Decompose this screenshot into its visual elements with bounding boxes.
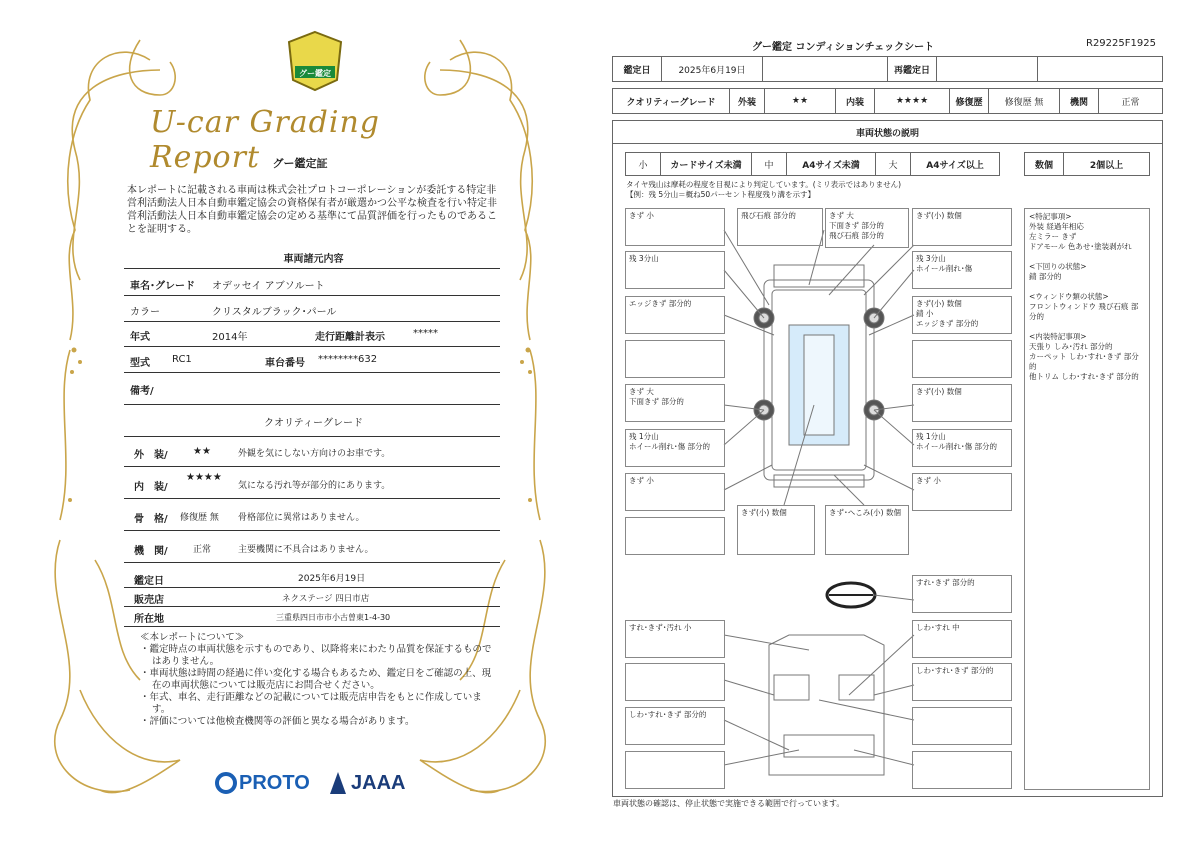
damage-box: しわ･すれ･きず 部分的 bbox=[912, 663, 1012, 701]
script-title: U-car Grading Report bbox=[150, 105, 380, 175]
legend-count-desc: 2個以上 bbox=[1063, 152, 1150, 176]
color-label: カラー bbox=[130, 307, 160, 318]
divider bbox=[124, 346, 500, 347]
chassis-label: 車台番号 bbox=[265, 358, 305, 369]
condition-title: 車両状態の説明 bbox=[612, 120, 1163, 144]
goo-appraisal-badge bbox=[285, 30, 345, 92]
damage-box: 飛び石痕 部分的 bbox=[737, 208, 823, 246]
divider bbox=[124, 587, 500, 588]
reappraisal-label: 再鑑定日 bbox=[887, 56, 937, 82]
legend-medium: 中 bbox=[751, 152, 787, 176]
damage-box: きず(小) 数個 bbox=[737, 505, 815, 555]
divider bbox=[124, 436, 500, 437]
car-name-label: 車名･グレード bbox=[130, 281, 195, 292]
specs-title: 車両諸元内容 bbox=[283, 254, 344, 265]
note-item: ・評価については他検査機関等の評価と異なる場合があります。 bbox=[140, 716, 415, 727]
grade-frame-label: 骨 格/ bbox=[134, 514, 168, 525]
notes-line: ドアモール 色あせ･塗装剥がれ bbox=[1029, 242, 1132, 251]
damage-box: 残 1分山 ホイール削れ･傷 部分的 bbox=[625, 429, 725, 467]
proto-logo: PROTO bbox=[239, 772, 310, 794]
damage-box: しわ･すれ 中 bbox=[912, 620, 1012, 658]
damage-box: すれ･きず 部分的 bbox=[912, 575, 1012, 613]
damage-box: きず 小 bbox=[625, 473, 725, 511]
divider bbox=[124, 562, 500, 563]
sheet-code: R29225F1925 bbox=[1086, 38, 1156, 49]
divider bbox=[124, 498, 500, 499]
notes-line: カーペット しわ･すれ･きず 部分的 bbox=[1029, 352, 1139, 371]
damage-box: きず 大 下面きず 部分的 bbox=[625, 384, 725, 422]
date-blank bbox=[762, 56, 888, 82]
divider bbox=[124, 372, 500, 373]
grade-interior-label: 内 装/ bbox=[134, 482, 168, 493]
grade-interior-desc: 気になる汚れ等が部分的にあります。 bbox=[238, 481, 391, 491]
damage-box: エッジきず 部分的 bbox=[625, 296, 725, 334]
notes-group-title: <ウィンドウ類の状態> bbox=[1029, 292, 1109, 301]
notes-group bbox=[1029, 292, 1145, 322]
grade-frame-value: 修復歴 無 bbox=[180, 513, 219, 523]
notes-title: ≪本レポートについて≫ bbox=[140, 632, 245, 643]
interior-label: 内装 bbox=[835, 88, 875, 114]
divider bbox=[124, 295, 500, 296]
damage-box bbox=[625, 663, 725, 701]
notes-group-title: <特記事項> bbox=[1029, 212, 1072, 221]
damage-box bbox=[625, 517, 725, 555]
grade-frame-desc: 骨格部位に異常はありません。 bbox=[238, 513, 365, 523]
note-item: ・鑑定時点の車両状態を示すものであり、以降将来にわたり品質を保証するものではありません。 bbox=[140, 644, 492, 667]
engine-value: 正常 bbox=[1098, 88, 1163, 114]
damage-box bbox=[912, 340, 1012, 378]
legend-small-desc: カードサイズ未満 bbox=[660, 152, 752, 176]
damage-box: きず(小) 数個 錆 小 エッジきず 部分的 bbox=[912, 296, 1012, 334]
damage-box bbox=[912, 707, 1012, 745]
year-label: 年式 bbox=[130, 332, 150, 343]
jaaa-logo: JAAA bbox=[351, 772, 406, 794]
notes-line: 外装 経過年相応 bbox=[1029, 222, 1084, 231]
legend-large-desc: A4サイズ以上 bbox=[910, 152, 1000, 176]
proto-logo-icon bbox=[215, 772, 237, 794]
dealer-value: ネクステージ 四日市店 bbox=[282, 594, 370, 604]
divider bbox=[124, 606, 500, 607]
model-value: RC1 bbox=[172, 354, 192, 365]
appraisal-date-label: 鑑定日 bbox=[134, 576, 164, 587]
tire-note: タイヤ残山は摩耗の程度を目視により判定しています。(ミリ表示ではありません) bbox=[626, 180, 902, 189]
damage-box: きず 小 bbox=[912, 473, 1012, 511]
model-label: 型式 bbox=[130, 358, 150, 369]
reappraisal-value bbox=[936, 56, 1038, 82]
date-label: 鑑定日 bbox=[612, 56, 662, 82]
appraisal-date-value: 2025年6月19日 bbox=[298, 574, 366, 584]
grade-exterior-desc: 外観を気にしない方向けのお車です。 bbox=[238, 449, 391, 459]
car-name-value: オデッセイ アブソルート bbox=[212, 281, 325, 292]
repair-history-label: 修復歴 bbox=[949, 88, 989, 114]
damage-box: すれ･きず･汚れ 小 bbox=[625, 620, 725, 658]
notes-group-title: <下回りの状態> bbox=[1029, 262, 1087, 271]
notes-line: 他トリム しわ･すれ･きず 部分的 bbox=[1029, 372, 1139, 381]
mileage-label: 走行距離計表示 bbox=[315, 332, 385, 343]
notes-group bbox=[1029, 212, 1145, 252]
grade-engine-label: 機 関/ bbox=[134, 546, 168, 557]
address-value: 三重県四日市市小古曽東1-4-30 bbox=[276, 613, 391, 622]
sheet-title: グー鑑定 コンディションチェックシート bbox=[752, 42, 935, 53]
damage-box: 残 3分山 ホイール削れ･傷 bbox=[912, 251, 1012, 289]
chassis-value: ********632 bbox=[318, 354, 378, 365]
damage-box: 残 1分山 ホイール削れ･傷 部分的 bbox=[912, 429, 1012, 467]
divider bbox=[124, 321, 500, 322]
damage-box: きず(小) 数個 bbox=[912, 208, 1012, 246]
grade-engine-value: 正常 bbox=[193, 545, 212, 555]
note-item: ・年式、車名、走行距離などの記載については販売店申告をもとに作成しています。 bbox=[140, 692, 482, 715]
grade-engine-desc: 主要機関に不具合はありません。 bbox=[238, 545, 374, 555]
note-item: ・車両状態は時間の経過に伴い変化する場合もあるため、鑑定日をご確認の上、現在の車両状態については販売店にお問合せください。 bbox=[140, 668, 492, 691]
damage-box: きず･へこみ(小) 数個 bbox=[825, 505, 909, 555]
divider bbox=[124, 466, 500, 467]
damage-box bbox=[625, 751, 725, 789]
dealer-label: 販売店 bbox=[134, 595, 164, 606]
divider bbox=[124, 404, 500, 405]
notes-line: フロントウィンドウ 飛び石痕 部分的 bbox=[1029, 302, 1139, 321]
grade-exterior-value: ★★ bbox=[193, 446, 211, 457]
interior-value: ★★★★ bbox=[874, 88, 950, 114]
damage-box: 残 3分山 bbox=[625, 251, 725, 289]
date-value: 2025年6月19日 bbox=[661, 56, 763, 82]
color-value: クリスタルブラック･パール bbox=[212, 307, 337, 318]
special-notes-panel bbox=[1024, 208, 1150, 790]
damage-box bbox=[912, 751, 1012, 789]
damage-box bbox=[625, 340, 725, 378]
notes-group bbox=[1029, 332, 1145, 382]
notes-group bbox=[1029, 262, 1145, 282]
badge-label: グー鑑定 bbox=[299, 69, 331, 78]
damage-box: きず(小) 数個 bbox=[912, 384, 1012, 422]
legend-large: 大 bbox=[875, 152, 911, 176]
divider bbox=[124, 268, 500, 269]
grade-exterior-label: 外 装/ bbox=[134, 450, 168, 461]
divider bbox=[124, 626, 500, 627]
legend-small: 小 bbox=[625, 152, 661, 176]
tire-note-example: 【例：残 5分山＝概ね50パーセント程度残り溝を示す】 bbox=[626, 190, 816, 199]
exterior-label: 外装 bbox=[729, 88, 765, 114]
footer-note: 車両状態の確認は、停止状態で実施できる範囲で行っています。 bbox=[613, 799, 845, 808]
divider bbox=[124, 530, 500, 531]
exterior-value: ★★ bbox=[764, 88, 836, 114]
jaaa-logo-icon bbox=[328, 770, 348, 796]
year-value: 2014年 bbox=[212, 332, 248, 343]
notes-line: 天張り しみ･汚れ 部分的 bbox=[1029, 342, 1113, 351]
notes-group-title: <内装特記事項> bbox=[1029, 332, 1087, 341]
mileage-value: ***** bbox=[413, 328, 438, 339]
report-notes bbox=[140, 632, 500, 728]
engine-label: 機関 bbox=[1059, 88, 1099, 114]
grade-interior-value: ★★★★ bbox=[186, 472, 222, 483]
certificate-heading: グー鑑定証 bbox=[272, 157, 328, 170]
damage-box: きず 小 bbox=[625, 208, 725, 246]
damage-box: きず 大 下面きず 部分的 飛び石痕 部分的 bbox=[825, 208, 909, 248]
address-label: 所在地 bbox=[134, 614, 164, 625]
repair-history-value: 修復歴 無 bbox=[988, 88, 1060, 114]
notes-line: 左ミラー きず bbox=[1029, 232, 1077, 241]
quality-grade-label: クオリティーグレード bbox=[612, 88, 730, 114]
legend-count: 数個 bbox=[1024, 152, 1064, 176]
damage-box: しわ･すれ･きず 部分的 bbox=[625, 707, 725, 745]
notes-line: 錆 部分的 bbox=[1029, 272, 1062, 281]
remarks-label: 備考/ bbox=[130, 386, 154, 397]
certificate-statement: 本レポートに記載される車両は株式会社プロトコーポレーションが委託する特定非営利活動法人日本自動車鑑定協会の資格保有者が厳選かつ公平な検査を行い特定非営利活動法人日本自動車鑑定協会の定める基準にて品質評価を行ったものであることを証明する。 bbox=[127, 185, 497, 235]
quality-title: クオリティーグレード bbox=[264, 418, 363, 429]
legend-medium-desc: A4サイズ未満 bbox=[786, 152, 876, 176]
